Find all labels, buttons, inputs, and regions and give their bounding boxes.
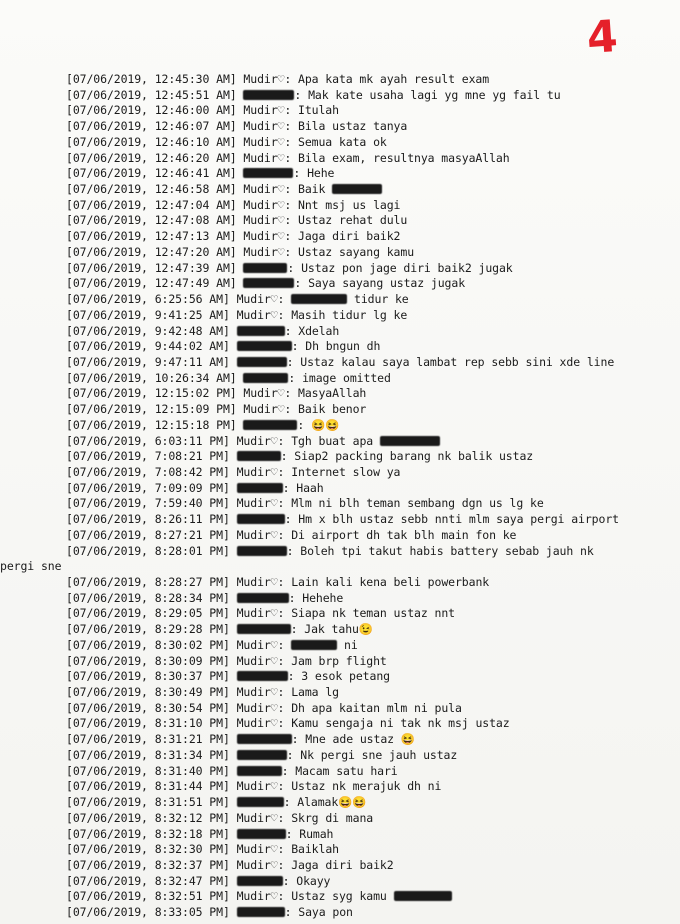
chat-line: [07/06/2019, 8:33:05 PM] : Saya pon xyxy=(66,905,353,920)
chat-line xyxy=(66,779,666,795)
message-text: Rumah xyxy=(299,826,334,841)
message-timestamp: [07/06/2019, 12:47:08 AM] xyxy=(66,213,237,228)
chat-line xyxy=(66,182,666,198)
message-text: Mlm ni blh teman sembang dgn us lg ke xyxy=(291,496,544,511)
message-text: Ustaz sayang kamu xyxy=(298,244,415,259)
message-timestamp: [07/06/2019, 12:45:30 AM] xyxy=(66,72,237,86)
chat-line: [07/06/2019, 8:31:34 PM] : Nk pergi sne jauh ustaz xyxy=(66,747,458,762)
message-text: ni xyxy=(344,637,358,652)
message-text: 3 esok petang xyxy=(301,669,390,684)
redacted-sender xyxy=(237,829,286,839)
message-sender: Mudir♡: xyxy=(236,527,285,542)
chat-line: [07/06/2019, 8:31:40 PM] : Macam satu hari xyxy=(66,763,398,778)
chat-line xyxy=(66,716,666,732)
message-sender: Mudir♡: xyxy=(236,685,285,700)
chat-line xyxy=(66,465,666,481)
message-timestamp: [07/06/2019, 8:27:21 PM] xyxy=(66,527,230,542)
message-text: Bila exam, resultnya masyaAllah xyxy=(298,150,510,165)
message-text: Hehe xyxy=(307,166,335,181)
message-sender: Mudir♡: xyxy=(236,779,285,794)
chat-line xyxy=(66,386,666,402)
chat-line xyxy=(66,842,666,858)
message-text: Ustaz pon jage diri baik2 jugak xyxy=(301,260,513,275)
message-text: Macam satu hari xyxy=(295,763,398,778)
message-timestamp: [07/06/2019, 8:32:12 PM] xyxy=(66,810,230,825)
message-sender: Mudir♡: xyxy=(243,103,292,118)
message-sender: Mudir♡: xyxy=(243,244,292,259)
redacted-sender xyxy=(243,168,293,178)
message-sender: Mudir♡: xyxy=(243,386,292,401)
message-timestamp: [07/06/2019, 8:32:18 PM] xyxy=(66,826,230,841)
chat-line xyxy=(66,654,666,670)
redacted-sender xyxy=(237,671,288,681)
redacted-sender xyxy=(237,451,281,461)
message-text: Semua kata ok xyxy=(298,134,387,149)
chat-line: [07/06/2019, 9:47:11 AM] : Ustaz kalau saya lambat rep sebb sini xde line xyxy=(66,354,615,369)
message-timestamp: [07/06/2019, 9:41:25 AM] xyxy=(66,307,230,322)
message-timestamp: [07/06/2019, 7:59:40 PM] xyxy=(66,496,230,511)
message-text: Nk pergi sne jauh ustaz xyxy=(300,747,458,762)
message-timestamp: [07/06/2019, 8:30:49 PM] xyxy=(66,685,230,700)
redacted-sender xyxy=(237,514,285,524)
message-timestamp: [07/06/2019, 8:28:34 PM] xyxy=(66,590,230,605)
message-timestamp: [07/06/2019, 12:46:10 AM] xyxy=(66,134,237,149)
chat-line xyxy=(66,575,666,591)
chat-line: [07/06/2019, 10:26:34 AM] : image omitted xyxy=(66,370,391,385)
message-timestamp: [07/06/2019, 12:46:20 AM] xyxy=(66,150,237,165)
message-text: Skrg di mana xyxy=(291,810,374,825)
message-timestamp: [07/06/2019, 12:46:58 AM] xyxy=(66,182,237,197)
message-sender: Mudir♡: xyxy=(236,464,285,479)
message-sender: Mudir♡: xyxy=(236,637,285,652)
message-text: Masih tidur lg ke xyxy=(291,307,408,322)
message-text: Apa kata mk ayah result exam xyxy=(298,72,490,86)
message-text: Ustaz syg kamu xyxy=(291,889,387,904)
message-text: Jaga diri baik2 xyxy=(291,857,394,872)
chat-line xyxy=(66,135,666,151)
chat-line xyxy=(66,811,666,827)
message-timestamp: [07/06/2019, 9:44:02 AM] xyxy=(66,339,230,354)
chat-line: [07/06/2019, 8:30:37 PM] : 3 esok petang xyxy=(66,669,390,684)
message-timestamp: [07/06/2019, 12:46:00 AM] xyxy=(66,103,237,118)
chat-line xyxy=(66,858,666,874)
message-text: Xdelah xyxy=(298,323,340,338)
chat-line xyxy=(66,72,666,88)
message-text: Jak tahu😉 xyxy=(304,622,374,637)
chat-log xyxy=(0,72,666,921)
chat-line: [07/06/2019, 12:45:51 AM] : Mak kate usaha lagi yg mne yg fail tu xyxy=(66,87,561,102)
chat-line: [07/06/2019, 7:08:21 PM] : Siap2 packing barang nk balik ustaz xyxy=(66,449,534,464)
message-text: Saya pon xyxy=(298,905,353,920)
redacted-name xyxy=(291,294,347,304)
message-timestamp: [07/06/2019, 10:26:34 AM] xyxy=(66,370,237,385)
message-sender: Mudir♡: xyxy=(243,402,292,417)
chat-line xyxy=(66,606,666,622)
message-sender: Mudir♡: xyxy=(243,150,292,165)
message-timestamp: [07/06/2019, 9:47:11 AM] xyxy=(66,354,230,369)
message-timestamp: [07/06/2019, 8:32:51 PM] xyxy=(66,889,230,904)
message-timestamp: [07/06/2019, 12:47:20 AM] xyxy=(66,244,237,259)
message-sender: Mudir♡: xyxy=(243,182,292,197)
message-timestamp: [07/06/2019, 6:25:56 AM] xyxy=(66,292,230,307)
message-timestamp: [07/06/2019, 8:26:11 PM] xyxy=(66,512,230,527)
message-timestamp: [07/06/2019, 12:15:18 PM] xyxy=(66,417,237,432)
redacted-sender xyxy=(243,373,288,383)
message-text: Ustaz rehat dulu xyxy=(298,213,408,228)
message-timestamp: [07/06/2019, 8:31:44 PM] xyxy=(66,779,230,794)
message-timestamp: [07/06/2019, 8:28:01 PM] xyxy=(66,543,230,558)
page-number: 4 xyxy=(585,10,620,65)
redacted-sender xyxy=(237,907,285,917)
chat-line xyxy=(66,434,666,450)
message-text: Lain kali kena beli powerbank xyxy=(291,575,490,589)
message-timestamp: [07/06/2019, 9:42:48 AM] xyxy=(66,323,230,338)
message-text: Boleh tpi takut habis battery sebab jauh nk xyxy=(300,543,594,558)
redacted-sender xyxy=(237,797,284,807)
message-timestamp: [07/06/2019, 8:31:51 PM] xyxy=(66,795,230,810)
message-timestamp: [07/06/2019, 8:31:10 PM] xyxy=(66,716,230,731)
chat-line: [07/06/2019, 12:47:49 AM] : Saya sayang ustaz jugak xyxy=(66,276,466,291)
chat-line xyxy=(66,151,666,167)
chat-line: [07/06/2019, 8:28:01 PM] : Boleh tpi takut habis battery sebab jauh nk pergi sne xyxy=(66,544,666,575)
chat-line xyxy=(66,245,666,261)
message-text: Hehehe xyxy=(302,590,344,605)
redacted-sender xyxy=(237,341,292,351)
message-timestamp: [07/06/2019, 12:47:39 AM] xyxy=(66,260,237,275)
message-text: Jam brp flight xyxy=(291,653,387,668)
message-sender: Mudir♡: xyxy=(236,575,285,589)
message-sender: Mudir♡: xyxy=(236,292,285,307)
message-sender: Mudir♡: xyxy=(243,213,292,228)
message-text: 😆😆 xyxy=(311,417,340,432)
message-text: MasyaAllah xyxy=(298,386,367,401)
chat-line xyxy=(66,229,666,245)
message-text: Siapa nk teman ustaz nnt xyxy=(291,606,455,621)
message-sender: Mudir♡: xyxy=(236,606,285,621)
message-sender: Mudir♡: xyxy=(243,72,292,86)
chat-line: [07/06/2019, 12:47:39 AM] : Ustaz pon jage diri baik2 jugak xyxy=(66,260,513,275)
redacted-sender xyxy=(243,278,294,288)
redacted-name xyxy=(332,184,382,194)
redacted-sender xyxy=(237,734,292,744)
chat-line: [07/06/2019, 8:26:11 PM] : Hm x blh ustaz sebb nnti mlm saya pergi airport xyxy=(66,512,619,527)
message-text: Mak kate usaha lagi yg mne yg fail tu xyxy=(308,87,561,102)
message-text: Nnt msj us lagi xyxy=(298,197,401,212)
chat-line: [07/06/2019, 9:44:02 AM] : Dh bngun dh xyxy=(66,339,381,354)
message-sender: Mudir♡: xyxy=(243,134,292,149)
chat-line xyxy=(66,889,666,905)
chat-line: [07/06/2019, 8:32:18 PM] : Rumah xyxy=(66,826,334,841)
chat-line: [07/06/2019, 8:32:47 PM] : Okayy xyxy=(66,873,331,888)
message-text: Bila ustaz tanya xyxy=(298,119,408,134)
message-text-continuation: pergi sne xyxy=(0,559,62,574)
message-timestamp: [07/06/2019, 8:32:37 PM] xyxy=(66,857,230,872)
message-timestamp: [07/06/2019, 12:47:04 AM] xyxy=(66,197,237,212)
message-timestamp: [07/06/2019, 12:47:49 AM] xyxy=(66,276,237,291)
redacted-sender xyxy=(237,326,285,336)
message-timestamp: [07/06/2019, 7:09:09 PM] xyxy=(66,480,230,495)
redacted-name xyxy=(394,891,452,901)
chat-line xyxy=(66,685,666,701)
chat-line xyxy=(66,701,666,717)
redacted-sender xyxy=(237,546,287,556)
message-text: Kamu sengaja ni tak nk msj ustaz xyxy=(291,716,510,731)
message-sender: Mudir♡: xyxy=(236,653,285,668)
chat-line: [07/06/2019, 12:46:41 AM] : Hehe xyxy=(66,166,335,181)
message-text: Ustaz nk merajuk dh ni xyxy=(291,779,442,794)
chat-line xyxy=(66,292,666,308)
message-text: Tgh buat apa xyxy=(291,433,374,448)
message-text: Baiklah xyxy=(291,842,339,857)
redacted-sender xyxy=(237,593,289,603)
message-text: Hm x blh ustaz sebb nnti mlm saya pergi airport xyxy=(298,512,619,527)
message-timestamp: [07/06/2019, 8:32:47 PM] xyxy=(66,873,230,888)
message-text: Haah xyxy=(296,480,324,495)
redacted-sender xyxy=(243,263,287,273)
message-timestamp: [07/06/2019, 8:30:54 PM] xyxy=(66,700,230,715)
chat-line: [07/06/2019, 7:09:09 PM] : Haah xyxy=(66,480,324,495)
message-timestamp: [07/06/2019, 8:31:21 PM] xyxy=(66,732,230,747)
message-sender: Mudir♡: xyxy=(236,496,285,511)
chat-line xyxy=(66,198,666,214)
message-sender: Mudir♡: xyxy=(243,229,292,244)
chat-line: [07/06/2019, 12:15:18 PM] : 😆😆 xyxy=(66,417,340,432)
message-text: tidur ke xyxy=(354,292,409,307)
message-sender: Mudir♡: xyxy=(236,857,285,872)
message-text: Saya sayang ustaz jugak xyxy=(308,276,466,291)
message-timestamp: [07/06/2019, 8:28:27 PM] xyxy=(66,575,230,589)
message-text: Baik xyxy=(298,182,326,197)
message-sender: Mudir♡: xyxy=(236,433,285,448)
message-text: Itulah xyxy=(298,103,339,118)
chat-line: [07/06/2019, 8:29:28 PM] : Jak tahu😉 xyxy=(66,622,374,637)
message-text: Siap2 packing barang nk balik ustaz xyxy=(294,449,534,464)
chat-line xyxy=(66,402,666,418)
message-sender: Mudir♡: xyxy=(236,716,285,731)
message-timestamp: [07/06/2019, 8:29:28 PM] xyxy=(66,622,230,637)
redacted-sender xyxy=(237,750,287,760)
chat-line xyxy=(66,213,666,229)
chat-line xyxy=(66,308,666,324)
message-timestamp: [07/06/2019, 12:47:13 AM] xyxy=(66,229,237,244)
message-sender: Mudir♡: xyxy=(243,119,292,134)
message-timestamp: [07/06/2019, 12:46:41 AM] xyxy=(66,166,237,181)
message-text: Internet slow ya xyxy=(291,464,401,479)
message-text: Dh apa kaitan mlm ni pula xyxy=(291,700,462,715)
redacted-sender xyxy=(237,624,291,634)
redacted-sender xyxy=(243,420,297,430)
chat-line: [07/06/2019, 8:28:34 PM] : Hehehe xyxy=(66,590,344,605)
message-timestamp: [07/06/2019, 8:29:05 PM] xyxy=(66,606,230,621)
message-timestamp: [07/06/2019, 7:08:21 PM] xyxy=(66,449,230,464)
redacted-name xyxy=(291,640,337,650)
message-sender: Mudir♡: xyxy=(236,889,285,904)
redacted-name xyxy=(380,436,440,446)
message-text: Di airport dh tak blh main fon ke xyxy=(291,527,517,542)
message-timestamp: [07/06/2019, 8:30:02 PM] xyxy=(66,637,230,652)
message-text: Mne ade ustaz 😆 xyxy=(305,732,416,747)
message-timestamp: [07/06/2019, 8:30:09 PM] xyxy=(66,653,230,668)
message-text: Ustaz kalau saya lambat rep sebb sini xde line xyxy=(300,354,615,369)
message-sender: Mudir♡: xyxy=(236,842,285,857)
message-timestamp: [07/06/2019, 8:31:34 PM] xyxy=(66,747,230,762)
message-timestamp: [07/06/2019, 8:30:37 PM] xyxy=(66,669,230,684)
message-text: image omitted xyxy=(302,370,391,385)
message-timestamp: [07/06/2019, 6:03:11 PM] xyxy=(66,433,230,448)
message-sender: Mudir♡: xyxy=(243,197,292,212)
redacted-sender xyxy=(237,357,287,367)
message-timestamp: [07/06/2019, 7:08:42 PM] xyxy=(66,464,230,479)
message-text: Dh bngun dh xyxy=(305,339,381,354)
message-text: Baik benor xyxy=(298,402,367,417)
chat-line: [07/06/2019, 9:42:48 AM] : Xdelah xyxy=(66,323,340,338)
message-timestamp: [07/06/2019, 12:45:51 AM] xyxy=(66,87,237,102)
chat-line xyxy=(66,496,666,512)
message-sender: Mudir♡: xyxy=(236,810,285,825)
message-sender: Mudir♡: xyxy=(236,700,285,715)
message-timestamp: [07/06/2019, 12:15:02 PM] xyxy=(66,386,237,401)
message-text: Jaga diri baik2 xyxy=(298,229,401,244)
chat-line xyxy=(66,528,666,544)
redacted-sender xyxy=(243,90,294,100)
redacted-sender xyxy=(237,876,283,886)
message-timestamp: [07/06/2019, 8:33:05 PM] xyxy=(66,905,230,920)
chat-line: [07/06/2019, 8:31:21 PM] : Mne ade ustaz 😆 xyxy=(66,732,416,747)
chat-line xyxy=(66,103,666,119)
chat-line: [07/06/2019, 8:31:51 PM] : Alamak😆😆 xyxy=(66,795,367,810)
message-sender: Mudir♡: xyxy=(236,307,285,322)
message-timestamp: [07/06/2019, 8:31:40 PM] xyxy=(66,763,230,778)
chat-line xyxy=(66,119,666,135)
message-text: Alamak😆😆 xyxy=(297,795,367,810)
message-text: Okayy xyxy=(296,873,331,888)
message-timestamp: [07/06/2019, 12:46:07 AM] xyxy=(66,119,237,134)
redacted-sender xyxy=(237,766,282,776)
chat-line xyxy=(66,638,666,654)
message-text: Lama lg xyxy=(291,685,339,700)
message-timestamp: [07/06/2019, 8:32:30 PM] xyxy=(66,842,230,857)
message-timestamp: [07/06/2019, 12:15:09 PM] xyxy=(66,402,237,417)
redacted-sender xyxy=(237,483,283,493)
